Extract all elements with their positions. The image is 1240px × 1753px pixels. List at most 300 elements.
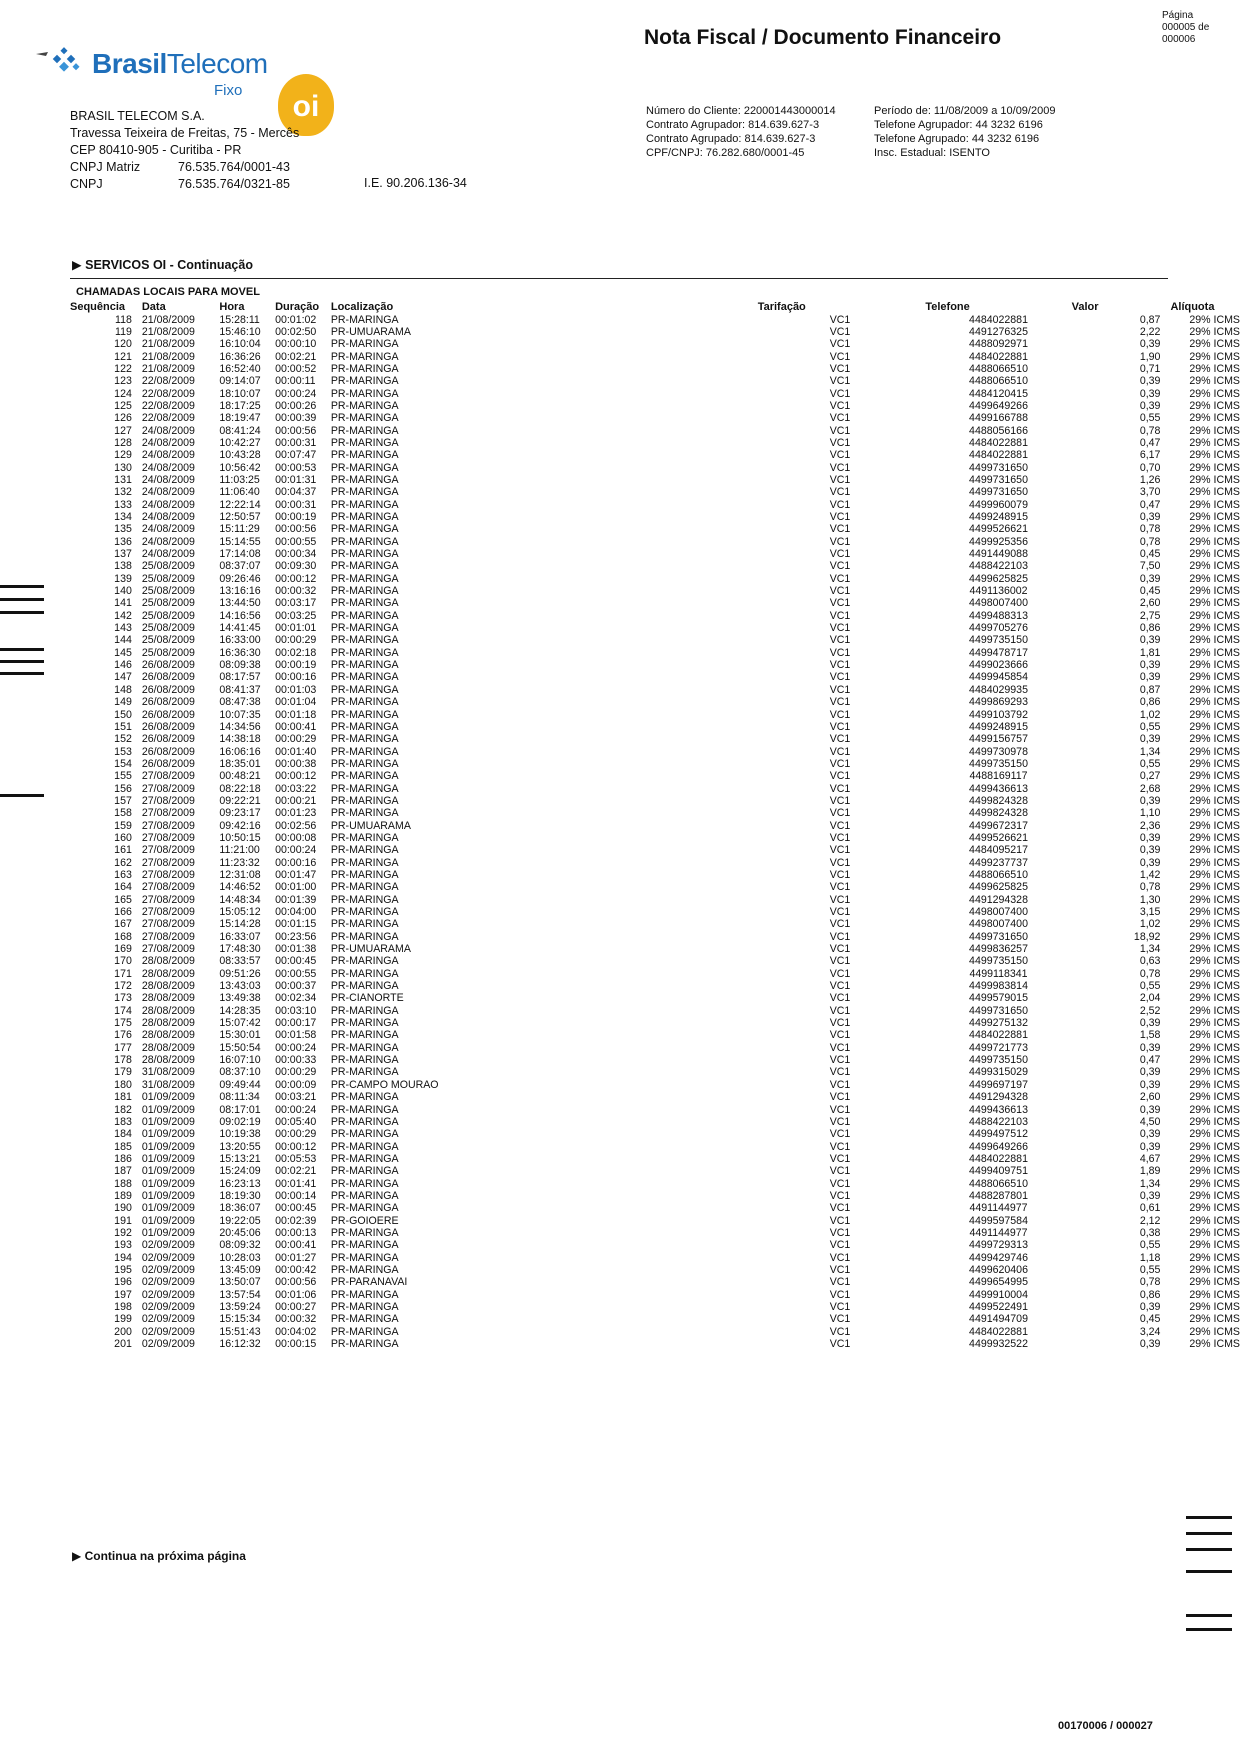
cell-sequencia: 123 xyxy=(114,375,132,388)
cell-localizacao: PR-MARINGA xyxy=(330,1338,399,1351)
table-row xyxy=(70,881,1240,893)
cell-data: 24/08/2009 xyxy=(141,449,195,462)
table-row xyxy=(70,1017,1240,1029)
cell-valor: 0,27 xyxy=(1139,770,1161,783)
cell-localizacao: PR-MARINGA xyxy=(330,881,399,894)
table-row xyxy=(70,1289,1240,1301)
cell-tarifacao: VC1 xyxy=(829,1115,851,1128)
cell-aliquota: 29% ICMS xyxy=(1189,671,1240,684)
cell-sequencia: 155 xyxy=(114,770,132,783)
cell-telefone: 4488056166 xyxy=(969,424,1028,437)
cell-localizacao: PR-MARINGA xyxy=(330,659,399,672)
cell-tarifacao: VC1 xyxy=(829,1263,851,1276)
cell-hora: 08:47:38 xyxy=(219,696,261,709)
cell-duracao: 00:02:21 xyxy=(275,350,317,363)
cell-telefone: 4499315029 xyxy=(969,1066,1028,1079)
cell-aliquota: 29% ICMS xyxy=(1189,622,1240,635)
cell-aliquota: 29% ICMS xyxy=(1189,1165,1240,1178)
cell-telefone: 4499735150 xyxy=(969,757,1028,770)
cell-telefone: 4499731650 xyxy=(969,461,1028,474)
cell-sequencia: 183 xyxy=(114,1115,132,1128)
cell-localizacao: PR-MARINGA xyxy=(330,782,399,795)
cell-telefone: 4499836257 xyxy=(969,943,1028,956)
cell-valor: 0,39 xyxy=(1139,794,1161,807)
cell-tarifacao: VC1 xyxy=(829,1066,851,1079)
cell-duracao: 00:01:58 xyxy=(275,1029,317,1042)
alignment-mark xyxy=(1186,1570,1232,1573)
cell-valor: 0,39 xyxy=(1139,634,1161,647)
cell-telefone: 4491136002 xyxy=(969,585,1028,598)
cell-data: 28/08/2009 xyxy=(141,1041,195,1054)
cell-telefone: 4499488313 xyxy=(969,609,1028,622)
cell-data: 24/08/2009 xyxy=(141,424,195,437)
cell-duracao: 00:00:24 xyxy=(275,1041,317,1054)
cell-tarifacao: VC1 xyxy=(829,1251,851,1264)
cell-telefone: 4499248915 xyxy=(969,720,1028,733)
cell-localizacao: PR-MARINGA xyxy=(330,597,399,610)
periodo: Período de: 11/08/2009 a 10/09/2009 xyxy=(874,105,1056,117)
table-row xyxy=(70,474,1240,486)
cell-hora: 09:26:46 xyxy=(219,572,261,585)
table-row xyxy=(70,1215,1240,1227)
cell-localizacao: PR-MARINGA xyxy=(330,893,399,906)
cell-sequencia: 180 xyxy=(114,1078,132,1091)
col-localizacao: Localização xyxy=(330,301,394,314)
cell-duracao: 00:00:16 xyxy=(275,671,317,684)
table-row xyxy=(70,1091,1240,1103)
cell-aliquota: 29% ICMS xyxy=(1189,955,1240,968)
cell-data: 25/08/2009 xyxy=(141,622,195,635)
cell-data: 26/08/2009 xyxy=(141,757,195,770)
cell-sequencia: 148 xyxy=(114,683,132,696)
cell-aliquota: 29% ICMS xyxy=(1189,807,1240,820)
cell-aliquota: 29% ICMS xyxy=(1189,325,1240,338)
cell-valor: 0,71 xyxy=(1139,362,1161,375)
cell-data: 24/08/2009 xyxy=(141,548,195,561)
cell-valor: 0,39 xyxy=(1139,831,1161,844)
cell-duracao: 00:00:45 xyxy=(275,955,317,968)
cell-aliquota: 29% ICMS xyxy=(1189,1103,1240,1116)
cell-tarifacao: VC1 xyxy=(829,1301,851,1313)
table-row xyxy=(70,943,1240,955)
cell-telefone: 4499910004 xyxy=(969,1288,1028,1301)
cell-valor: 0,39 xyxy=(1139,1189,1161,1202)
cell-data: 21/08/2009 xyxy=(141,325,195,338)
cell-data: 28/08/2009 xyxy=(141,1017,195,1030)
cell-tarifacao: VC1 xyxy=(829,473,851,486)
cell-data: 24/08/2009 xyxy=(141,473,195,486)
cell-telefone: 4484120415 xyxy=(969,387,1028,400)
cell-localizacao: PR-MARINGA xyxy=(330,313,399,326)
alignment-mark xyxy=(0,585,44,588)
cell-sequencia: 186 xyxy=(114,1152,132,1165)
cell-localizacao: PR-MARINGA xyxy=(330,609,399,622)
cell-aliquota: 29% ICMS xyxy=(1189,930,1240,943)
table-row xyxy=(70,807,1240,819)
cell-data: 26/08/2009 xyxy=(141,708,195,721)
cell-sequencia: 160 xyxy=(114,831,132,844)
cell-sequencia: 171 xyxy=(114,967,132,980)
cell-hora: 13:45:09 xyxy=(219,1263,261,1276)
cell-aliquota: 29% ICMS xyxy=(1189,856,1240,869)
cell-valor: 0,87 xyxy=(1139,683,1161,696)
cell-telefone: 4499237737 xyxy=(969,856,1028,869)
cell-sequencia: 152 xyxy=(114,733,132,746)
cell-telefone: 4499731650 xyxy=(969,930,1028,943)
cell-sequencia: 157 xyxy=(114,794,132,807)
cell-valor: 0,39 xyxy=(1139,511,1161,523)
continue-note: ▶ Continua na próxima página xyxy=(72,1549,246,1563)
table-row xyxy=(70,1104,1240,1116)
cell-tarifacao: VC1 xyxy=(829,1239,851,1252)
cell-data: 27/08/2009 xyxy=(141,868,195,881)
cell-telefone: 4488066510 xyxy=(969,375,1028,388)
cell-valor: 2,60 xyxy=(1139,1091,1161,1104)
cell-localizacao: PR-MARINGA xyxy=(330,498,399,511)
company-cep: CEP 80410-905 - Curitiba - PR xyxy=(70,143,242,157)
cell-localizacao: PR-MARINGA xyxy=(330,523,399,536)
cell-tarifacao: VC1 xyxy=(829,1128,851,1141)
cell-tarifacao: VC1 xyxy=(829,461,851,474)
cell-duracao: 00:00:42 xyxy=(275,1263,317,1276)
cell-duracao: 00:01:31 xyxy=(275,473,317,486)
cell-hora: 16:10:04 xyxy=(219,338,261,351)
cell-tarifacao: VC1 xyxy=(829,1103,851,1116)
cell-data: 25/08/2009 xyxy=(141,634,195,647)
table-row xyxy=(70,1301,1240,1313)
cell-data: 01/09/2009 xyxy=(141,1091,195,1104)
cell-hora: 10:43:28 xyxy=(219,449,261,462)
cell-tarifacao: VC1 xyxy=(829,1214,851,1227)
cell-duracao: 00:00:14 xyxy=(275,1189,317,1202)
cell-duracao: 00:00:17 xyxy=(275,1017,317,1030)
cell-telefone: 4499625825 xyxy=(969,572,1028,585)
cell-tarifacao: VC1 xyxy=(829,992,851,1005)
cell-duracao: 00:00:45 xyxy=(275,1202,317,1215)
table-row xyxy=(70,1326,1240,1338)
cell-duracao: 00:00:32 xyxy=(275,1313,317,1326)
table-row xyxy=(70,363,1240,375)
cell-sequencia: 118 xyxy=(114,313,132,326)
alignment-mark xyxy=(0,672,44,675)
cell-telefone: 4498007400 xyxy=(969,597,1028,610)
table-row xyxy=(70,906,1240,918)
cell-tarifacao: VC1 xyxy=(829,1041,851,1054)
cell-data: 02/09/2009 xyxy=(141,1251,195,1264)
cell-localizacao: PR-MARINGA xyxy=(330,572,399,585)
cell-sequencia: 177 xyxy=(114,1041,132,1054)
table-row xyxy=(70,1178,1240,1190)
cell-valor: 0,45 xyxy=(1139,585,1161,598)
cell-hora: 08:41:24 xyxy=(219,424,261,437)
table-row xyxy=(70,968,1240,980)
cell-tarifacao: VC1 xyxy=(829,1177,851,1190)
table-row xyxy=(70,1338,1240,1350)
table-row xyxy=(70,746,1240,758)
cell-data: 26/08/2009 xyxy=(141,671,195,684)
col-data: Data xyxy=(141,301,166,314)
cell-sequencia: 129 xyxy=(114,449,132,462)
cell-duracao: 00:00:29 xyxy=(275,1066,317,1079)
table-row xyxy=(70,1029,1240,1041)
cell-valor: 0,78 xyxy=(1139,424,1161,437)
cell-aliquota: 29% ICMS xyxy=(1189,486,1240,499)
cell-localizacao: PR-MARINGA xyxy=(330,338,399,351)
table-row xyxy=(70,536,1240,548)
cell-tarifacao: VC1 xyxy=(829,1140,851,1153)
cell-tarifacao: VC1 xyxy=(829,399,851,412)
cell-localizacao: PR-MARINGA xyxy=(330,844,399,857)
cell-data: 27/08/2009 xyxy=(141,856,195,869)
cell-duracao: 00:01:41 xyxy=(275,1177,317,1190)
cell-localizacao: PR-MARINGA xyxy=(330,511,399,523)
cell-localizacao: PR-MARINGA xyxy=(330,362,399,375)
cell-valor: 0,78 xyxy=(1139,1276,1161,1289)
cell-sequencia: 170 xyxy=(114,955,132,968)
cell-data: 02/09/2009 xyxy=(141,1276,195,1289)
table-row xyxy=(70,548,1240,560)
cell-tarifacao: VC1 xyxy=(829,1017,851,1030)
cell-sequencia: 191 xyxy=(114,1214,132,1227)
cell-aliquota: 29% ICMS xyxy=(1189,338,1240,351)
cell-tarifacao: VC1 xyxy=(829,325,851,338)
cell-localizacao: PR-GOIOERE xyxy=(330,1214,399,1227)
cell-hora: 16:36:30 xyxy=(219,646,261,659)
table-row xyxy=(70,597,1240,609)
cell-valor: 0,39 xyxy=(1139,1017,1161,1030)
cell-tarifacao: VC1 xyxy=(829,881,851,894)
cell-tarifacao: VC1 xyxy=(829,659,851,672)
cell-data: 02/09/2009 xyxy=(141,1301,195,1313)
cell-tarifacao: VC1 xyxy=(829,1078,851,1091)
cell-localizacao: PR-MARINGA xyxy=(330,486,399,499)
cell-duracao: 00:03:17 xyxy=(275,597,317,610)
cell-localizacao: PR-UMUARAMA xyxy=(330,819,411,832)
cell-tarifacao: VC1 xyxy=(829,943,851,956)
cell-aliquota: 29% ICMS xyxy=(1189,943,1240,956)
cnpj-matriz-label: CNPJ Matriz xyxy=(70,160,141,174)
table-row xyxy=(70,511,1240,523)
cell-sequencia: 127 xyxy=(114,424,132,437)
cell-hora: 18:36:07 xyxy=(219,1202,261,1215)
cell-hora: 14:41:45 xyxy=(219,622,261,635)
cell-localizacao: PR-MARINGA xyxy=(330,1325,399,1338)
cell-valor: 2,60 xyxy=(1139,597,1161,610)
cell-valor: 0,47 xyxy=(1139,436,1161,449)
cell-duracao: 00:09:30 xyxy=(275,560,317,573)
cell-data: 27/08/2009 xyxy=(141,807,195,820)
table-row xyxy=(70,1005,1240,1017)
table-row xyxy=(70,721,1240,733)
cell-localizacao: PR-MARINGA xyxy=(330,906,399,918)
cell-localizacao: PR-MARINGA xyxy=(330,1301,399,1313)
cell-duracao: 00:00:29 xyxy=(275,634,317,647)
alignment-mark xyxy=(1186,1532,1232,1535)
cell-sequencia: 125 xyxy=(114,399,132,412)
cell-valor: 0,39 xyxy=(1139,856,1161,869)
cell-valor: 0,55 xyxy=(1139,720,1161,733)
cell-telefone: 4499522491 xyxy=(969,1301,1028,1313)
cell-tarifacao: VC1 xyxy=(829,424,851,437)
cell-duracao: 00:00:24 xyxy=(275,1103,317,1116)
cell-data: 27/08/2009 xyxy=(141,844,195,857)
cell-aliquota: 29% ICMS xyxy=(1189,646,1240,659)
oi-logo-badge: oi xyxy=(278,74,334,136)
cell-telefone: 4499579015 xyxy=(969,992,1028,1005)
cell-localizacao: PR-MARINGA xyxy=(330,1004,399,1017)
cell-hora: 10:28:03 xyxy=(219,1251,261,1264)
cell-aliquota: 29% ICMS xyxy=(1189,893,1240,906)
cell-telefone: 4499118341 xyxy=(969,967,1028,980)
cell-telefone: 4488066510 xyxy=(969,362,1028,375)
cell-sequencia: 173 xyxy=(114,992,132,1005)
cell-valor: 0,78 xyxy=(1139,523,1161,536)
cell-aliquota: 29% ICMS xyxy=(1189,585,1240,598)
cell-hora: 13:16:16 xyxy=(219,585,261,598)
cell-telefone: 4499731650 xyxy=(969,1004,1028,1017)
contrato-agrupador: Contrato Agrupador: 814.639.627-3 xyxy=(646,119,820,131)
cell-data: 01/09/2009 xyxy=(141,1103,195,1116)
cell-localizacao: PR-MARINGA xyxy=(330,350,399,363)
cell-valor: 0,39 xyxy=(1139,1078,1161,1091)
cell-aliquota: 29% ICMS xyxy=(1189,609,1240,622)
cell-tarifacao: VC1 xyxy=(829,436,851,449)
cell-telefone: 4499526621 xyxy=(969,523,1028,536)
cell-valor: 2,52 xyxy=(1139,1004,1161,1017)
cell-duracao: 00:00:13 xyxy=(275,1226,317,1239)
cell-hora: 19:22:05 xyxy=(219,1214,261,1227)
cell-data: 26/08/2009 xyxy=(141,720,195,733)
cell-valor: 0,39 xyxy=(1139,387,1161,400)
cell-telefone: 4499649266 xyxy=(969,1140,1028,1153)
table-row xyxy=(70,462,1240,474)
cell-sequencia: 150 xyxy=(114,708,132,721)
cell-data: 21/08/2009 xyxy=(141,350,195,363)
cell-aliquota: 29% ICMS xyxy=(1189,449,1240,462)
cell-valor: 1,18 xyxy=(1139,1251,1161,1264)
cell-localizacao: PR-MARINGA xyxy=(330,807,399,820)
cell-telefone: 4499409751 xyxy=(969,1165,1028,1178)
cell-data: 24/08/2009 xyxy=(141,498,195,511)
client-info-left xyxy=(646,104,836,160)
table-row xyxy=(70,1202,1240,1214)
cell-valor: 1,42 xyxy=(1139,868,1161,881)
cell-telefone: 4499497512 xyxy=(969,1128,1028,1141)
cell-duracao: 00:00:56 xyxy=(275,424,317,437)
table-row xyxy=(70,1313,1240,1325)
cell-duracao: 00:01:39 xyxy=(275,893,317,906)
cell-sequencia: 185 xyxy=(114,1140,132,1153)
table-row xyxy=(70,1252,1240,1264)
table-row xyxy=(70,844,1240,856)
cell-hora: 11:21:00 xyxy=(219,844,260,857)
cell-localizacao: PR-MARINGA xyxy=(330,1189,399,1202)
cell-valor: 7,50 xyxy=(1139,560,1161,573)
cell-tarifacao: VC1 xyxy=(829,313,851,326)
cell-telefone: 4488066510 xyxy=(969,868,1028,881)
cell-localizacao: PR-MARINGA xyxy=(330,967,399,980)
cell-hora: 15:28:11 xyxy=(219,313,260,326)
cell-duracao: 00:00:12 xyxy=(275,1140,317,1153)
cell-sequencia: 200 xyxy=(114,1325,132,1338)
cell-tarifacao: VC1 xyxy=(829,683,851,696)
cell-hora: 17:48:30 xyxy=(219,943,261,956)
cell-tarifacao: VC1 xyxy=(829,1165,851,1178)
cell-sequencia: 190 xyxy=(114,1202,132,1215)
col-valor: Valor xyxy=(1071,301,1099,314)
table-row xyxy=(70,412,1240,424)
cell-aliquota: 29% ICMS xyxy=(1189,511,1240,523)
cell-data: 28/08/2009 xyxy=(141,967,195,980)
cell-telefone: 4499730978 xyxy=(969,745,1028,758)
cell-valor: 3,70 xyxy=(1139,486,1161,499)
cell-localizacao: PR-MARINGA xyxy=(330,1226,399,1239)
cell-duracao: 00:00:39 xyxy=(275,412,317,425)
cell-duracao: 00:00:29 xyxy=(275,1128,317,1141)
brasiltelecom-logo-icon xyxy=(34,44,86,84)
cell-telefone: 4499654995 xyxy=(969,1276,1028,1289)
cell-sequencia: 187 xyxy=(114,1165,132,1178)
cell-duracao: 00:03:25 xyxy=(275,609,317,622)
client-info-right xyxy=(874,104,1055,160)
cell-telefone: 4499735150 xyxy=(969,634,1028,647)
cell-valor: 0,78 xyxy=(1139,967,1161,980)
cell-localizacao: PR-MARINGA xyxy=(330,412,399,425)
cell-hora: 16:52:40 xyxy=(219,362,261,375)
cell-hora: 13:44:50 xyxy=(219,597,261,610)
cell-localizacao: PR-MARINGA xyxy=(330,757,399,770)
cell-aliquota: 29% ICMS xyxy=(1189,399,1240,412)
cell-duracao: 00:05:40 xyxy=(275,1115,317,1128)
cell-aliquota: 29% ICMS xyxy=(1189,918,1240,931)
table-row xyxy=(70,499,1240,511)
cell-telefone: 4499478717 xyxy=(969,646,1028,659)
cell-aliquota: 29% ICMS xyxy=(1189,1338,1240,1351)
cell-valor: 0,39 xyxy=(1139,399,1161,412)
table-row xyxy=(70,918,1240,930)
cell-aliquota: 29% ICMS xyxy=(1189,1325,1240,1338)
cell-data: 22/08/2009 xyxy=(141,412,195,425)
cell-aliquota: 29% ICMS xyxy=(1189,572,1240,585)
cell-sequencia: 167 xyxy=(114,918,132,931)
cell-aliquota: 29% ICMS xyxy=(1189,659,1240,672)
cell-aliquota: 29% ICMS xyxy=(1189,1140,1240,1153)
cell-tarifacao: VC1 xyxy=(829,375,851,388)
cell-telefone: 4484022881 xyxy=(969,1029,1028,1042)
cell-telefone: 4499945854 xyxy=(969,671,1028,684)
telefone-agrupador: Telefone Agrupador: 44 3232 6196 xyxy=(874,119,1043,131)
cell-localizacao: PR-MARINGA xyxy=(330,683,399,696)
cell-localizacao: PR-MARINGA xyxy=(330,831,399,844)
cell-data: 27/08/2009 xyxy=(141,794,195,807)
cell-tarifacao: VC1 xyxy=(829,819,851,832)
cell-aliquota: 29% ICMS xyxy=(1189,535,1240,548)
cell-sequencia: 182 xyxy=(114,1103,132,1116)
cell-data: 28/08/2009 xyxy=(141,955,195,968)
table-row xyxy=(70,783,1240,795)
cell-localizacao: PR-MARINGA xyxy=(330,980,399,993)
cell-tarifacao: VC1 xyxy=(829,794,851,807)
cell-telefone: 4488092971 xyxy=(969,338,1028,351)
cell-sequencia: 135 xyxy=(114,523,132,536)
cell-tarifacao: VC1 xyxy=(829,1091,851,1104)
logo-subtitle: Fixo xyxy=(214,82,243,99)
cell-duracao: 00:03:22 xyxy=(275,782,317,795)
cell-aliquota: 29% ICMS xyxy=(1189,733,1240,746)
cell-aliquota: 29% ICMS xyxy=(1189,375,1240,388)
cell-hora: 08:09:32 xyxy=(219,1239,261,1252)
cell-valor: 0,55 xyxy=(1139,980,1161,993)
